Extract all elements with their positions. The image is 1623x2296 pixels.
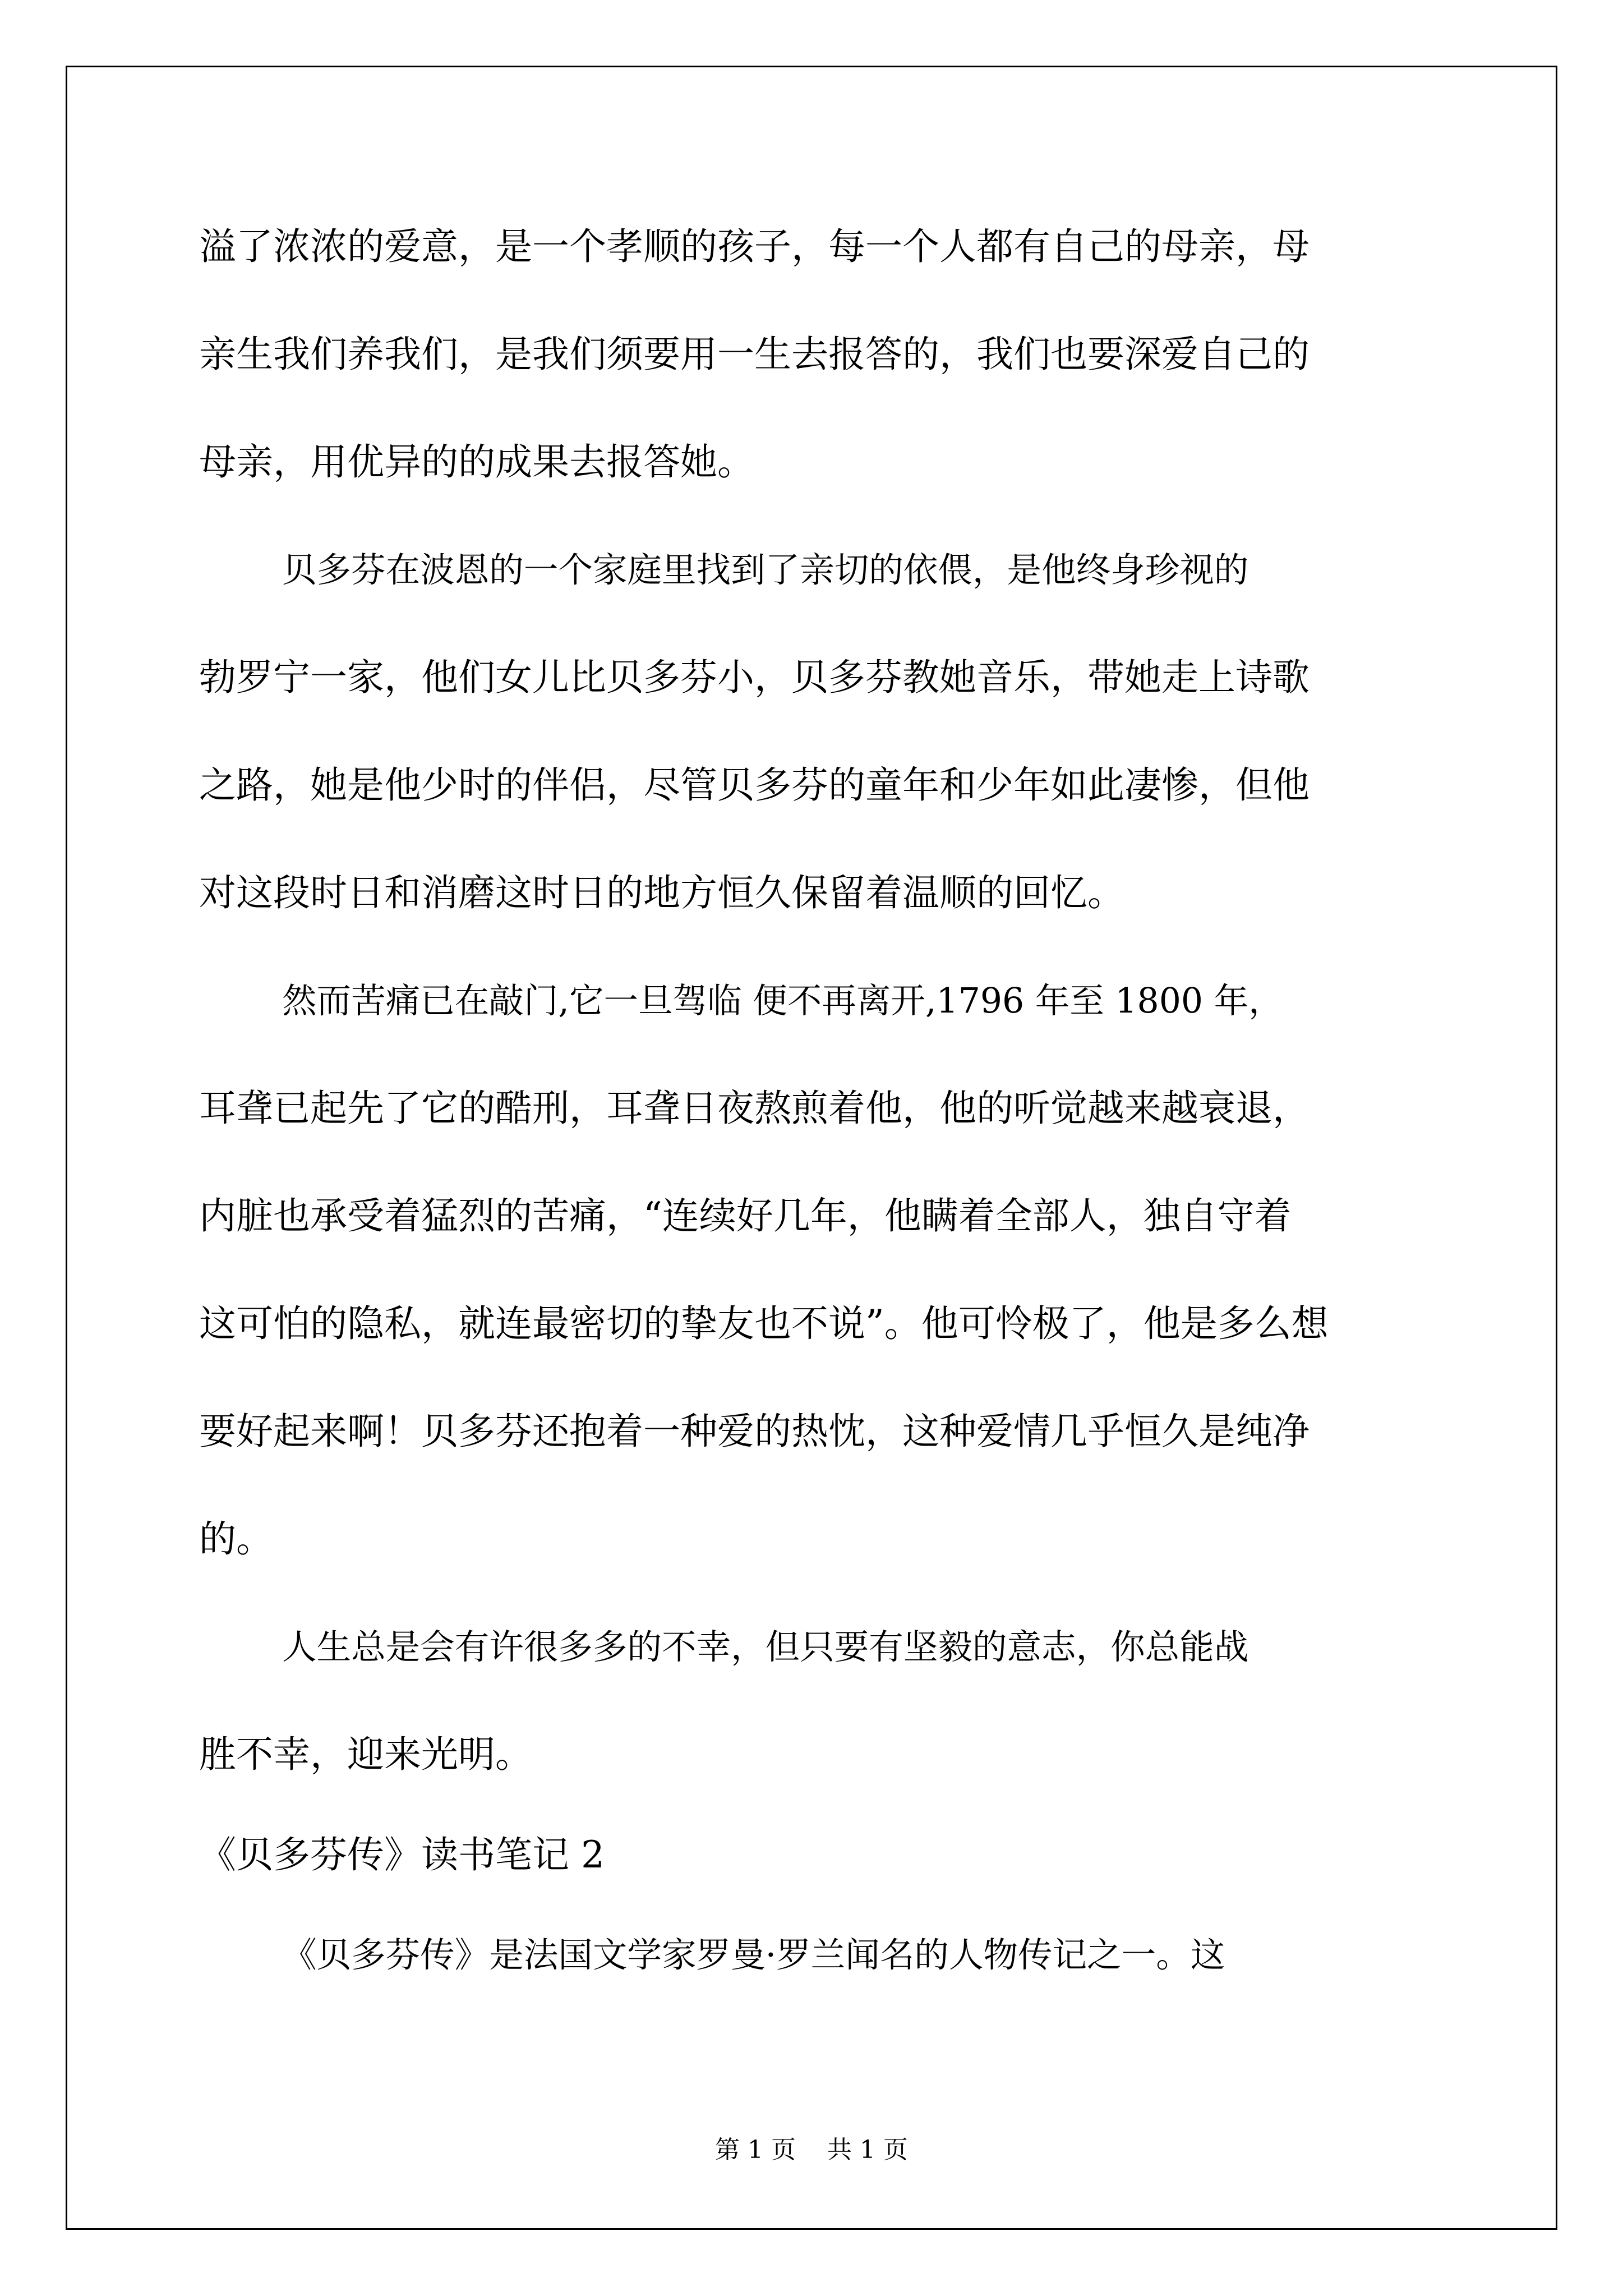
text-line: 勃罗宁一家，他们女儿比贝多芬小，贝多芬教她音乐，带她走上诗歌 — [199, 656, 1310, 699]
text-line: 贝多芬在波恩的一个家庭里找到了亲切的依偎，是他终身珍视的 — [282, 550, 1249, 590]
text-line: 溢了浓浓的爱意，是一个孝顺的孩子，每一个人都有自己的母亲，母 — [199, 225, 1310, 268]
text-line: 胜不幸，迎来光明。 — [199, 1733, 532, 1776]
text-line: 的。 — [199, 1517, 273, 1561]
section-heading: 《贝多芬传》读书笔记 2 — [199, 1833, 605, 1876]
text-line: 人生总是会有许很多多的不幸，但只要有坚毅的意志，你总能战 — [282, 1627, 1249, 1667]
text-line: 要好起来啊！贝多芬还抱着一种爱的热忱，这种爱情几乎恒久是纯净 — [199, 1410, 1310, 1453]
text-line: 这可怕的隐私，就连最密切的挚友也不说”。他可怜极了，他是多么想 — [199, 1302, 1329, 1345]
text-line: 《贝多芬传》是法国文学家罗曼·罗兰闻名的人物传记之一。这 — [282, 1935, 1225, 1975]
text-line: 内脏也承受着猛烈的苦痛，“连续好几年，他瞒着全部人，独自守着 — [199, 1194, 1292, 1237]
text-line: 亲生我们养我们，是我们须要用一生去报答的，我们也要深爱自己的 — [199, 333, 1310, 376]
text-line: 对这段时日和消磨这时日的地方恒久保留着温顺的回忆。 — [199, 871, 1124, 914]
page-border — [66, 66, 1557, 2230]
text-line: 之路，她是他少时的伴侣，尽管贝多芬的童年和少年如此凄惨，但他 — [199, 763, 1310, 807]
text-line: 耳聋已起先了它的酷刑，耳聋日夜熬煎着他，他的听觉越来越衰退， — [199, 1087, 1310, 1130]
text-line: 母亲，用优异的的成果去报答她。 — [199, 440, 754, 484]
text-line: 然而苦痛已在敲门,它一旦驾临 便不再离开,1796 年至 1800 年， — [282, 981, 1283, 1021]
page-footer: 第 1 页 共 1 页 — [715, 2136, 908, 2164]
